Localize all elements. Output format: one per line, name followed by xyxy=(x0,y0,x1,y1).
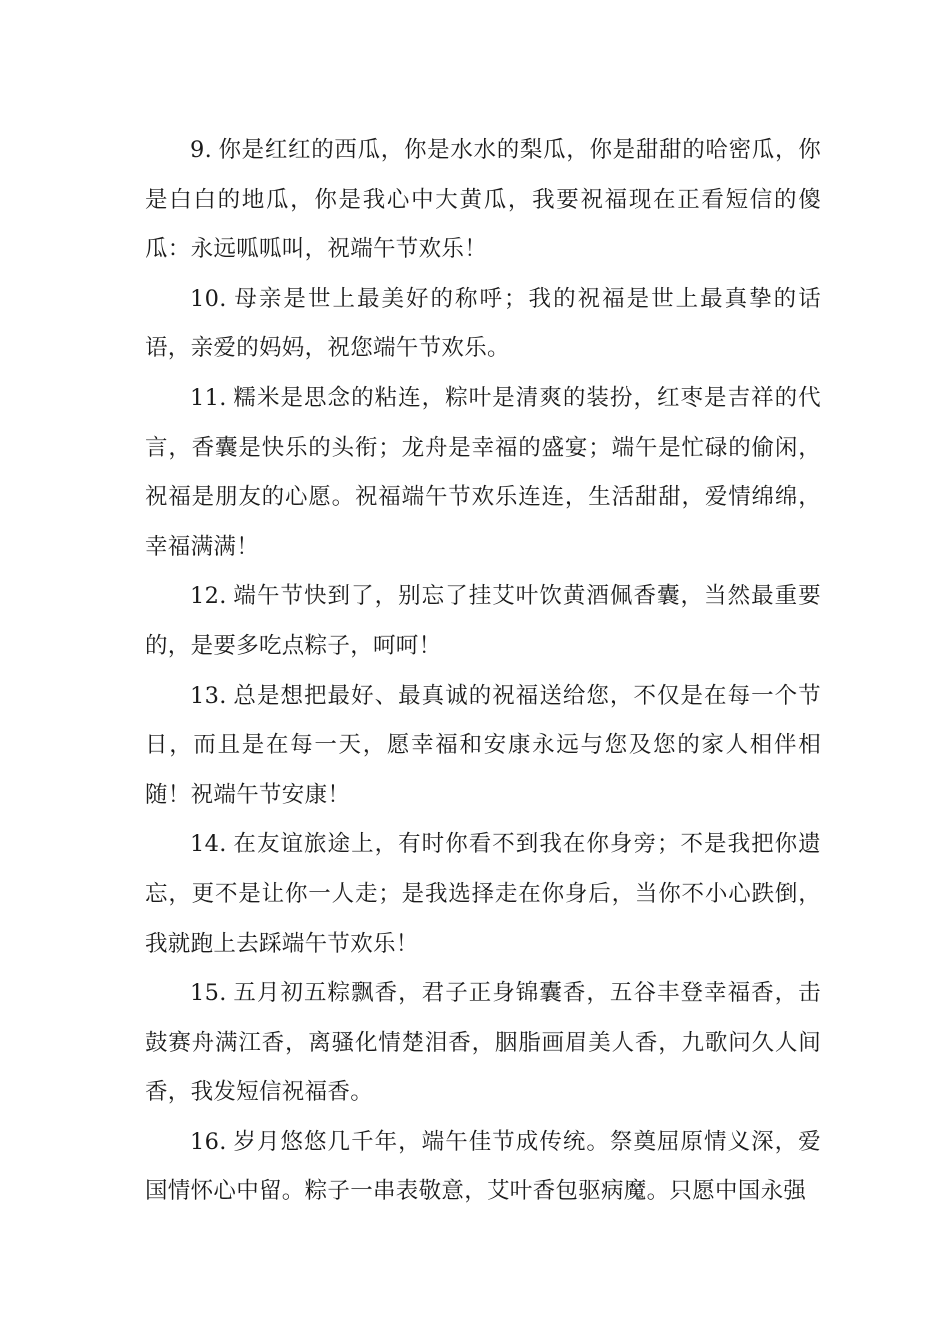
paragraph-16 xyxy=(145,1118,821,1217)
item-number: 12. xyxy=(190,583,227,610)
paragraph-15 xyxy=(145,969,821,1118)
paragraph-10 xyxy=(145,275,821,374)
document-body xyxy=(145,126,821,1217)
item-text: 五月初五粽飘香，君子正身锦囊香，五谷丰登幸福香，击鼓赛舟满江香，离骚化情楚泪香，胭脂画眉美人香，九歌问久人间香，我发短信祝福香。 xyxy=(145,980,821,1106)
item-number: 16. xyxy=(190,1128,227,1155)
paragraph-11 xyxy=(145,374,821,572)
item-text: 总是想把最好、最真诚的祝福送给您，不仅是在每一个节日，而且是在每一天，愿幸福和安康永远与您及您的家人相伴相随！祝端午节安康！ xyxy=(145,682,821,808)
item-text: 端午节快到了，别忘了挂艾叶饮黄酒佩香囊，当然最重要的，是要多吃点粽子，呵呵！ xyxy=(145,583,821,659)
item-number: 11. xyxy=(190,384,227,411)
item-number: 13. xyxy=(190,682,227,709)
item-number: 15. xyxy=(190,980,227,1007)
item-text: 母亲是世上最美好的称呼；我的祝福是世上最真挚的话语，亲爱的妈妈，祝您端午节欢乐。 xyxy=(145,285,821,362)
item-text: 在友谊旅途上，有时你看不到我在你身旁；不是我把你遗忘，更不是让你一人走；是我选择走在你身后，当你不小心跌倒，我就跑上去踩端午节欢乐！ xyxy=(145,831,821,957)
item-number: 9. xyxy=(190,137,213,163)
item-text: 你是红红的西瓜，你是水水的梨瓜，你是甜甜的哈密瓜，你是白白的地瓜，你是我心中大黄瓜，我要祝福现在正看短信的傻瓜：永远呱呱叫，祝端午节欢乐！ xyxy=(145,137,821,263)
item-text: 糯米是思念的粘连，粽叶是清爽的装扮，红枣是吉祥的代言，香囊是快乐的头衔；龙舟是幸福的盛宴；端午是忙碌的偷闲，祝福是朋友的心愿。祝福端午节欢乐连连，生活甜甜，爱情绵绵，幸福满满！ xyxy=(145,384,821,560)
item-number: 14. xyxy=(190,831,227,858)
paragraph-14 xyxy=(145,820,821,969)
item-text: 岁月悠悠几千年，端午佳节成传统。祭奠屈原情义深，爱国情怀心中留。粽子一串表敬意，艾叶香包驱病魔。只愿中国永强 xyxy=(145,1128,821,1205)
paragraph-12 xyxy=(145,572,821,671)
paragraph-9 xyxy=(145,126,821,275)
paragraph-13 xyxy=(145,672,821,821)
item-number: 10. xyxy=(190,285,227,312)
